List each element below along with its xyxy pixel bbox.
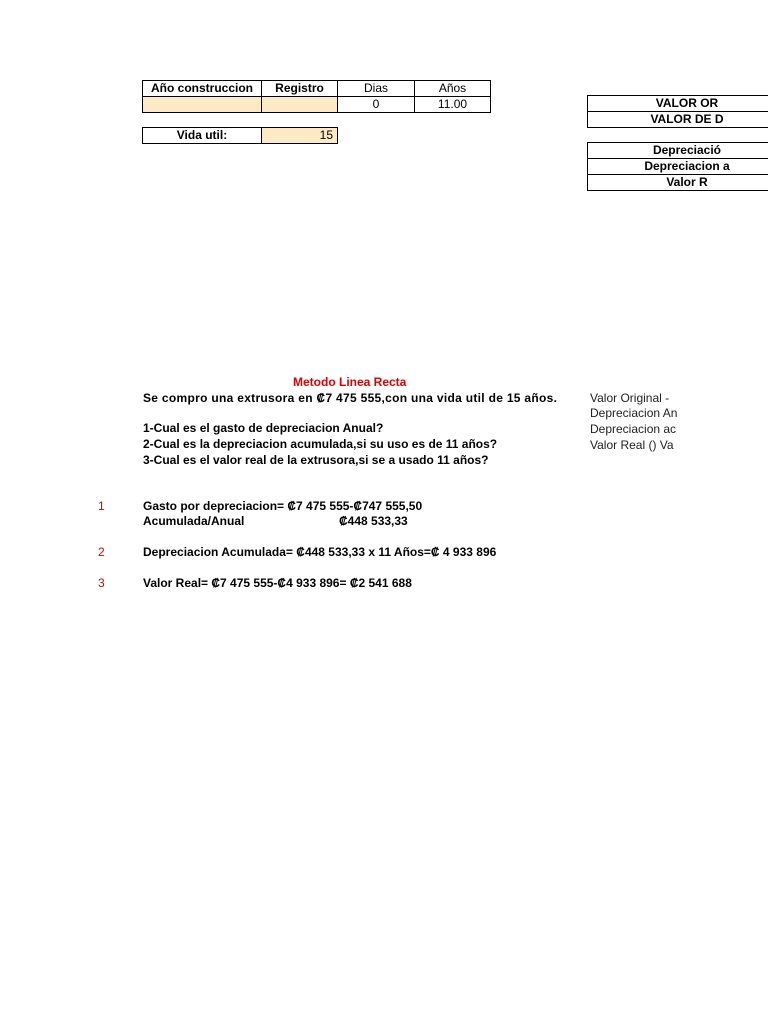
cell-anos[interactable]: 11.00 [414,96,491,113]
answer-1-line2-label: Acumulada/Anual [143,514,245,528]
answer-1-line2-value: ₡448 533,33 [339,514,408,528]
answer-2-line1: Depreciacion Acumulada= ₡448 533,33 x 11 Años=₡ 4 933 896 [143,545,497,559]
valor-original-cell[interactable]: VALOR OR [587,95,768,112]
header-dias[interactable]: Dias [337,80,415,97]
cell-dias[interactable]: 0 [337,96,415,113]
depreciacion-cell[interactable]: Depreciació [587,142,768,159]
answer-1-line1: Gasto por depreciacion= ₡7 475 555-₡747 555,50 [143,499,423,513]
header-registro[interactable]: Registro [261,80,338,97]
header-anos[interactable]: Años [414,80,491,97]
note-depreciacion-anual: Depreciacion An [590,406,678,420]
note-valor-real: Valor Real () Va [590,438,674,452]
valor-real-cell[interactable]: Valor R [587,174,768,191]
answer-number-3: 3 [98,576,105,590]
vida-util-value[interactable]: 15 [261,127,338,144]
answer-3-line1: Valor Real= ₡7 475 555-₡4 933 896= ₡2 541 688 [143,576,412,590]
answer-number-2: 2 [98,545,105,559]
note-valor-original: Valor Original - [590,391,670,405]
vida-util-label[interactable]: Vida util: [142,127,262,144]
valor-depreciacion-cell[interactable]: VALOR DE D [587,111,768,128]
section-title: Metodo Linea Recta [293,375,407,389]
answer-number-1: 1 [98,499,105,513]
note-depreciacion-acumulada: Depreciacion ac [590,422,677,436]
depreciacion-acumulada-cell[interactable]: Depreciacion a [587,158,768,175]
cell-ano-construccion[interactable] [142,96,262,113]
problem-statement: Se compro una extrusora en ₡7 475 555,con una vida util de 15 años. [143,391,558,405]
question-2: 2-Cual es la depreciacion acumulada,si su uso es de 11 años? [143,437,498,451]
question-3: 3-Cual es el valor real de la extrusora,si se a usado 11 años? [143,453,489,467]
header-ano-construccion[interactable]: Año construccion [142,80,262,97]
question-1: 1-Cual es el gasto de depreciacion Anual? [143,421,384,435]
cell-registro[interactable] [261,96,338,113]
